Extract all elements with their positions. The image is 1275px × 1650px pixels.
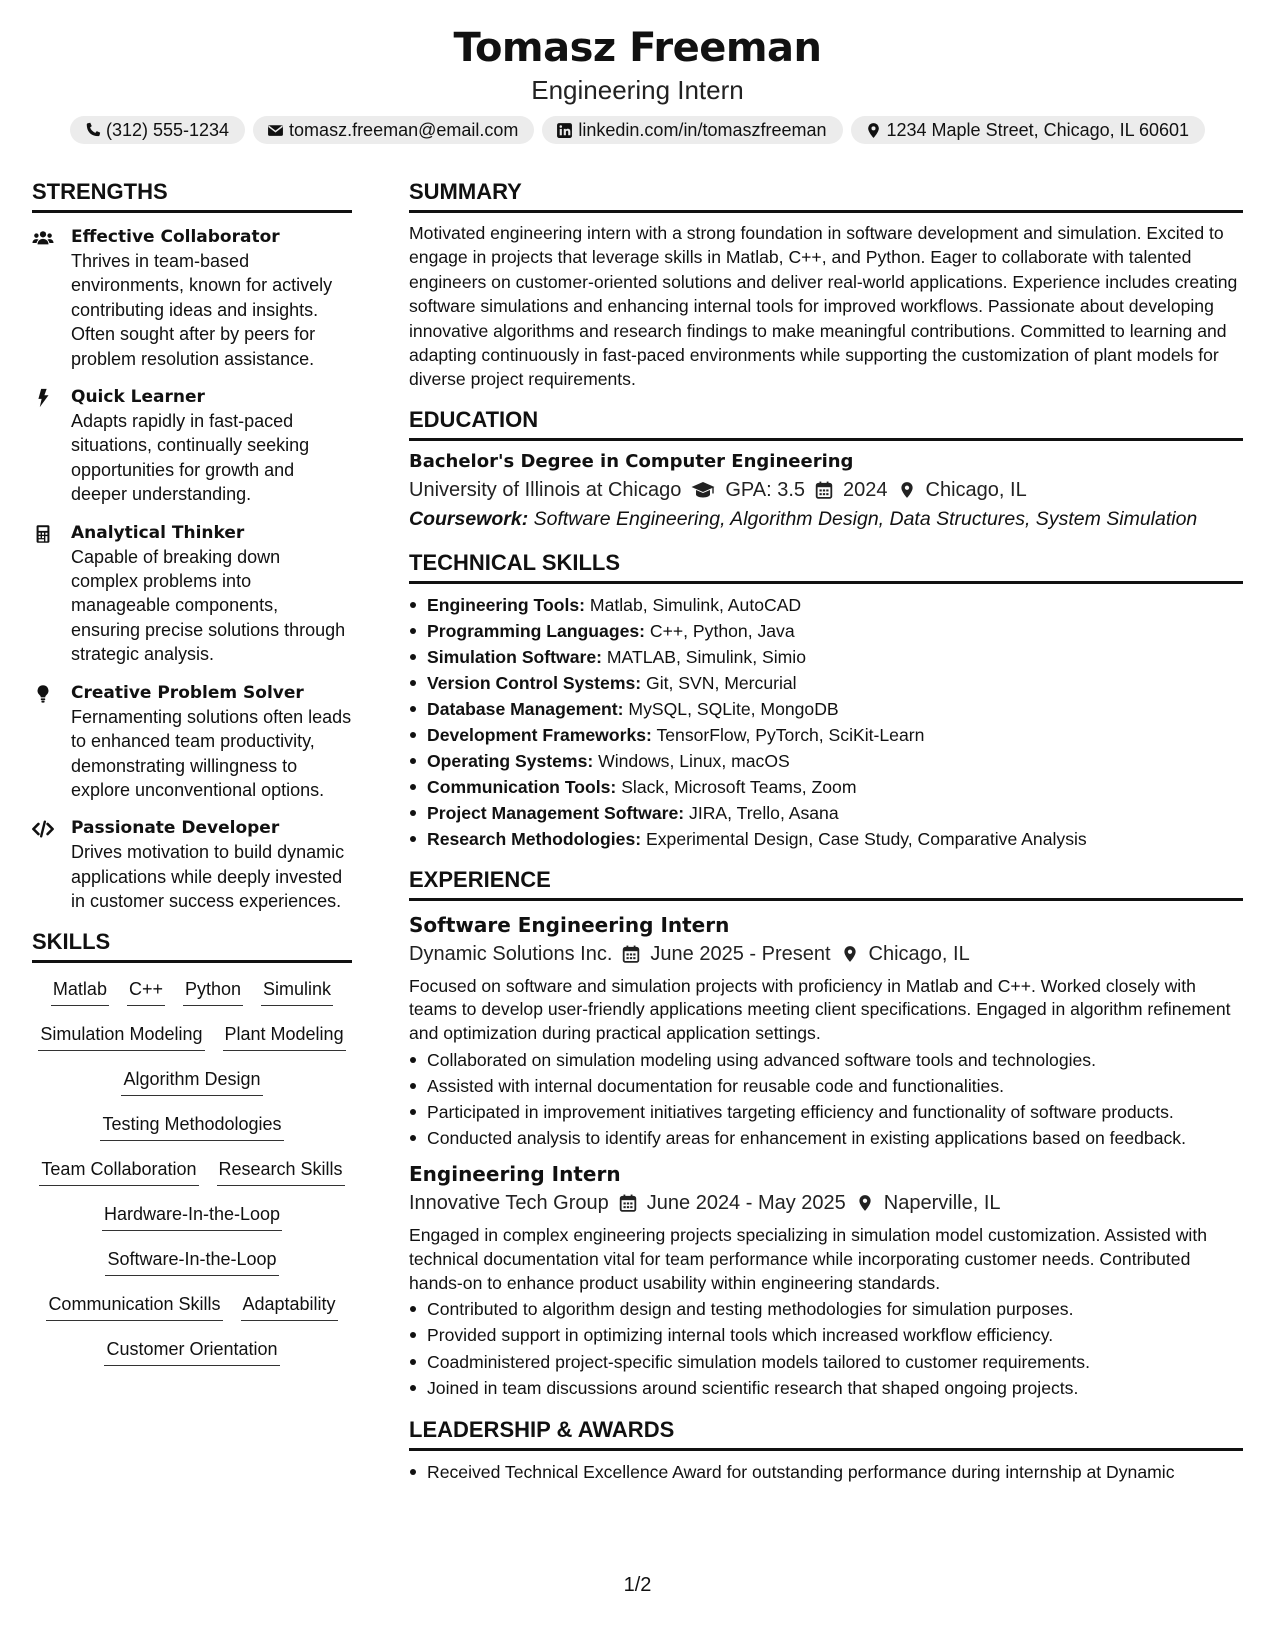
- list-item: Assisted with internal documentation for reusable code and functionalities.: [409, 1074, 1243, 1098]
- strength-item: [32, 385, 352, 507]
- job-bullets: [409, 1297, 1243, 1400]
- summary-text: Motivated engineering intern with a strong foundation in software development and simulation. Excited to engage in projects that leverage skills in Matlab, C++, and Python. Eager to collaborate with talented engineers on customer-oriented solutions and deliver real-world applications. Experience includes creating software simulations and enhancing internal tools for improved workflows. Passionate about developing innovative algorithms and research findings to make meaningful contributions. Committed to learning and adapting continuously in fast-paced environments while supporting the customization of plant models for diverse project requirements.: [409, 223, 1238, 390]
- job-entry: [409, 1160, 1243, 1400]
- strength-item: [32, 681, 352, 803]
- email-text: tomasz.freeman@email.com: [289, 119, 519, 140]
- strength-title: Passionate Developer: [71, 818, 280, 839]
- company-name: Dynamic Solutions Inc.: [409, 942, 613, 965]
- skill-tag: Software-In-the-Loop: [105, 1247, 278, 1276]
- list-item: Version Control Systems: Git, SVN, Mercurial: [409, 670, 1243, 696]
- skill-tag: Adaptability: [241, 1292, 338, 1321]
- skill-tag: Research Skills: [217, 1157, 345, 1186]
- list-item: Operating Systems: Windows, Linux, macOS: [409, 748, 1243, 774]
- lightbulb-icon: [32, 684, 54, 704]
- resume-header: [0, 24, 1275, 144]
- school-name: University of Illinois at Chicago: [409, 478, 682, 501]
- calculator-icon: [32, 524, 54, 544]
- list-item: Project Management Software: JIRA, Trello, Asana: [409, 800, 1243, 826]
- address-chip[interactable]: [851, 116, 1206, 144]
- skill-tag: Simulink: [261, 977, 333, 1006]
- education-location: Chicago, IL: [925, 478, 1027, 501]
- technical-skills-section: [409, 549, 1243, 852]
- list-item: Contributed to algorithm design and testing methodologies for simulation purposes.: [409, 1297, 1243, 1321]
- job-meta: [409, 1188, 1243, 1218]
- envelope-icon: [267, 122, 284, 139]
- skill-tag: Matlab: [51, 977, 109, 1006]
- candidate-name: Tomasz Freeman: [453, 25, 822, 71]
- graduation-cap-icon: [691, 481, 715, 499]
- job-description: Engaged in complex engineering projects specializing in simulation model customization. Assisted with technical documentation vital for team performance while incorporating customer needs. Contributed hands-on to enhance product usability within engineering standards.: [409, 1225, 1208, 1293]
- job-dates: June 2024 - May 2025: [646, 1192, 846, 1215]
- skill-tag: Team Collaboration: [39, 1157, 198, 1186]
- linkedin-text: linkedin.com/in/tomaszfreeman: [578, 119, 827, 140]
- users-icon: [32, 228, 54, 248]
- phone-icon: [84, 122, 101, 139]
- leadership-section: [409, 1416, 1243, 1485]
- coursework-text: Software Engineering, Algorithm Design, Data Structures, System Simulation: [533, 507, 1198, 530]
- job-bullets: [409, 1048, 1243, 1151]
- education-meta: [409, 475, 1243, 505]
- list-item: Coadministered project-specific simulation models tailored to customer requirements.: [409, 1350, 1243, 1374]
- linkedin-chip[interactable]: [542, 116, 842, 144]
- left-column: [32, 178, 352, 1382]
- list-item: Conducted analysis to identify areas for enhancement in existing applications based on feedback.: [409, 1126, 1243, 1150]
- experience-section: [409, 866, 1243, 1400]
- education-section: [409, 406, 1243, 533]
- grad-year: 2024: [843, 478, 888, 501]
- gpa-text: GPA: 3.5: [725, 478, 806, 501]
- list-item: Simulation Software: MATLAB, Simulink, Simio: [409, 644, 1243, 670]
- strength-title: Effective Collaborator: [71, 227, 280, 247]
- phone-text: (312) 555-1234: [105, 119, 230, 140]
- strength-desc: Thrives in team-based environments, known for actively contributing ideas and insights. Often sought after by peers for problem resolution assistance.: [71, 251, 333, 369]
- contact-bar: [0, 116, 1275, 144]
- calendar-icon: [815, 481, 833, 499]
- job-entry: [409, 911, 1243, 1151]
- strength-item: [32, 521, 352, 667]
- job-location: Naperville, IL: [883, 1192, 1001, 1215]
- skill-tag: C++: [127, 977, 165, 1006]
- map-pin-icon: [865, 122, 882, 139]
- strength-desc: Fernamenting solutions often leads to enhanced team productivity, demonstrating willingness to explore unconventional options.: [71, 706, 352, 800]
- code-icon: [32, 819, 54, 839]
- skill-tag: Hardware-In-the-Loop: [102, 1202, 282, 1231]
- job-title: Software Engineering Intern: [409, 912, 730, 937]
- strength-desc: Capable of breaking down complex problems into manageable components, ensuring precise solutions through strategic analysis.: [71, 546, 346, 665]
- phone-chip[interactable]: [70, 116, 245, 144]
- list-item: Collaborated on simulation modeling using advanced software tools and technologies.: [409, 1048, 1243, 1072]
- skill-tag: Communication Skills: [46, 1292, 222, 1321]
- list-item: Joined in team discussions around scientific research that shaped ongoing projects.: [409, 1376, 1243, 1400]
- linkedin-icon: [556, 122, 573, 139]
- skills-tags: [32, 977, 352, 1382]
- job-description: Focused on software and simulation projects with proficiency in Matlab and C++. Worked closely with teams to develop user-friendly applications meeting client specifications. Engaged in algorithm refinement and optimization during practical application settings.: [409, 975, 1231, 1044]
- technical-skills-heading: TECHNICAL SKILLS: [409, 549, 1243, 584]
- list-item: Participated in improvement initiatives targeting efficiency and functionality of software products.: [409, 1100, 1243, 1124]
- job-dates: June 2025 - Present: [650, 942, 831, 965]
- strengths-heading: STRENGTHS: [32, 178, 352, 213]
- strength-title: Creative Problem Solver: [71, 682, 304, 703]
- skills-heading: SKILLS: [32, 928, 352, 963]
- company-name: Innovative Tech Group: [409, 1192, 609, 1215]
- skill-tag: Customer Orientation: [104, 1337, 279, 1366]
- coursework-label: Coursework:: [409, 507, 529, 530]
- degree-title: Bachelor's Degree in Computer Engineering: [409, 450, 854, 472]
- strength-desc: Adapts rapidly in fast-paced situations, continually seeking opportunities for growth and deeper understanding.: [71, 411, 310, 505]
- calendar-icon: [622, 945, 640, 963]
- strength-item: [32, 816, 352, 913]
- job-meta: [409, 939, 1243, 969]
- list-item: Engineering Tools: Matlab, Simulink, AutoCAD: [409, 592, 1243, 618]
- list-item: Received Technical Excellence Award for outstanding performance during internship at Dynamic: [409, 1459, 1243, 1485]
- right-column: [409, 178, 1243, 1485]
- list-item: Research Methodologies: Experimental Design, Case Study, Comparative Analysis: [409, 826, 1243, 852]
- bolt-icon: [32, 388, 54, 408]
- list-item: Provided support in optimizing internal tools which increased workflow efficiency.: [409, 1323, 1243, 1347]
- leadership-list: [409, 1459, 1243, 1485]
- strength-title: Quick Learner: [71, 387, 205, 408]
- list-item: Development Frameworks: TensorFlow, PyTorch, SciKit-Learn: [409, 722, 1243, 748]
- skill-tag: Algorithm Design: [121, 1067, 262, 1096]
- experience-heading: EXPERIENCE: [409, 866, 1243, 901]
- job-title: Engineering Intern: [409, 1162, 621, 1187]
- job-location: Chicago, IL: [868, 942, 970, 965]
- strengths-list: [32, 225, 352, 914]
- technical-skills-list: [409, 592, 1243, 852]
- strength-title: Analytical Thinker: [71, 522, 245, 543]
- skill-tag: Simulation Modeling: [38, 1022, 204, 1051]
- strength-desc: Drives motivation to build dynamic applications while deeply invested in customer success experiences.: [71, 842, 345, 912]
- calendar-icon: [619, 1194, 637, 1212]
- map-pin-icon: [856, 1194, 874, 1212]
- skill-tag: Python: [183, 977, 243, 1006]
- skill-tag: Testing Methodologies: [100, 1112, 283, 1141]
- map-pin-icon: [841, 945, 859, 963]
- candidate-title: Engineering Intern: [531, 75, 744, 105]
- list-item: Communication Tools: Slack, Microsoft Teams, Zoom: [409, 774, 1243, 800]
- coursework-line: [409, 505, 1243, 533]
- address-text: 1234 Maple Street, Chicago, IL 60601: [886, 119, 1190, 140]
- summary-heading: SUMMARY: [409, 178, 1243, 213]
- map-pin-icon: [898, 481, 916, 499]
- list-item: Programming Languages: C++, Python, Java: [409, 618, 1243, 644]
- leadership-heading: LEADERSHIP & AWARDS: [409, 1416, 1243, 1451]
- strength-item: [32, 225, 352, 371]
- page-number: 1/2: [623, 1574, 652, 1596]
- list-item: Database Management: MySQL, SQLite, MongoDB: [409, 696, 1243, 722]
- education-heading: EDUCATION: [409, 406, 1243, 441]
- skill-tag: Plant Modeling: [223, 1022, 346, 1051]
- email-chip[interactable]: [253, 116, 534, 144]
